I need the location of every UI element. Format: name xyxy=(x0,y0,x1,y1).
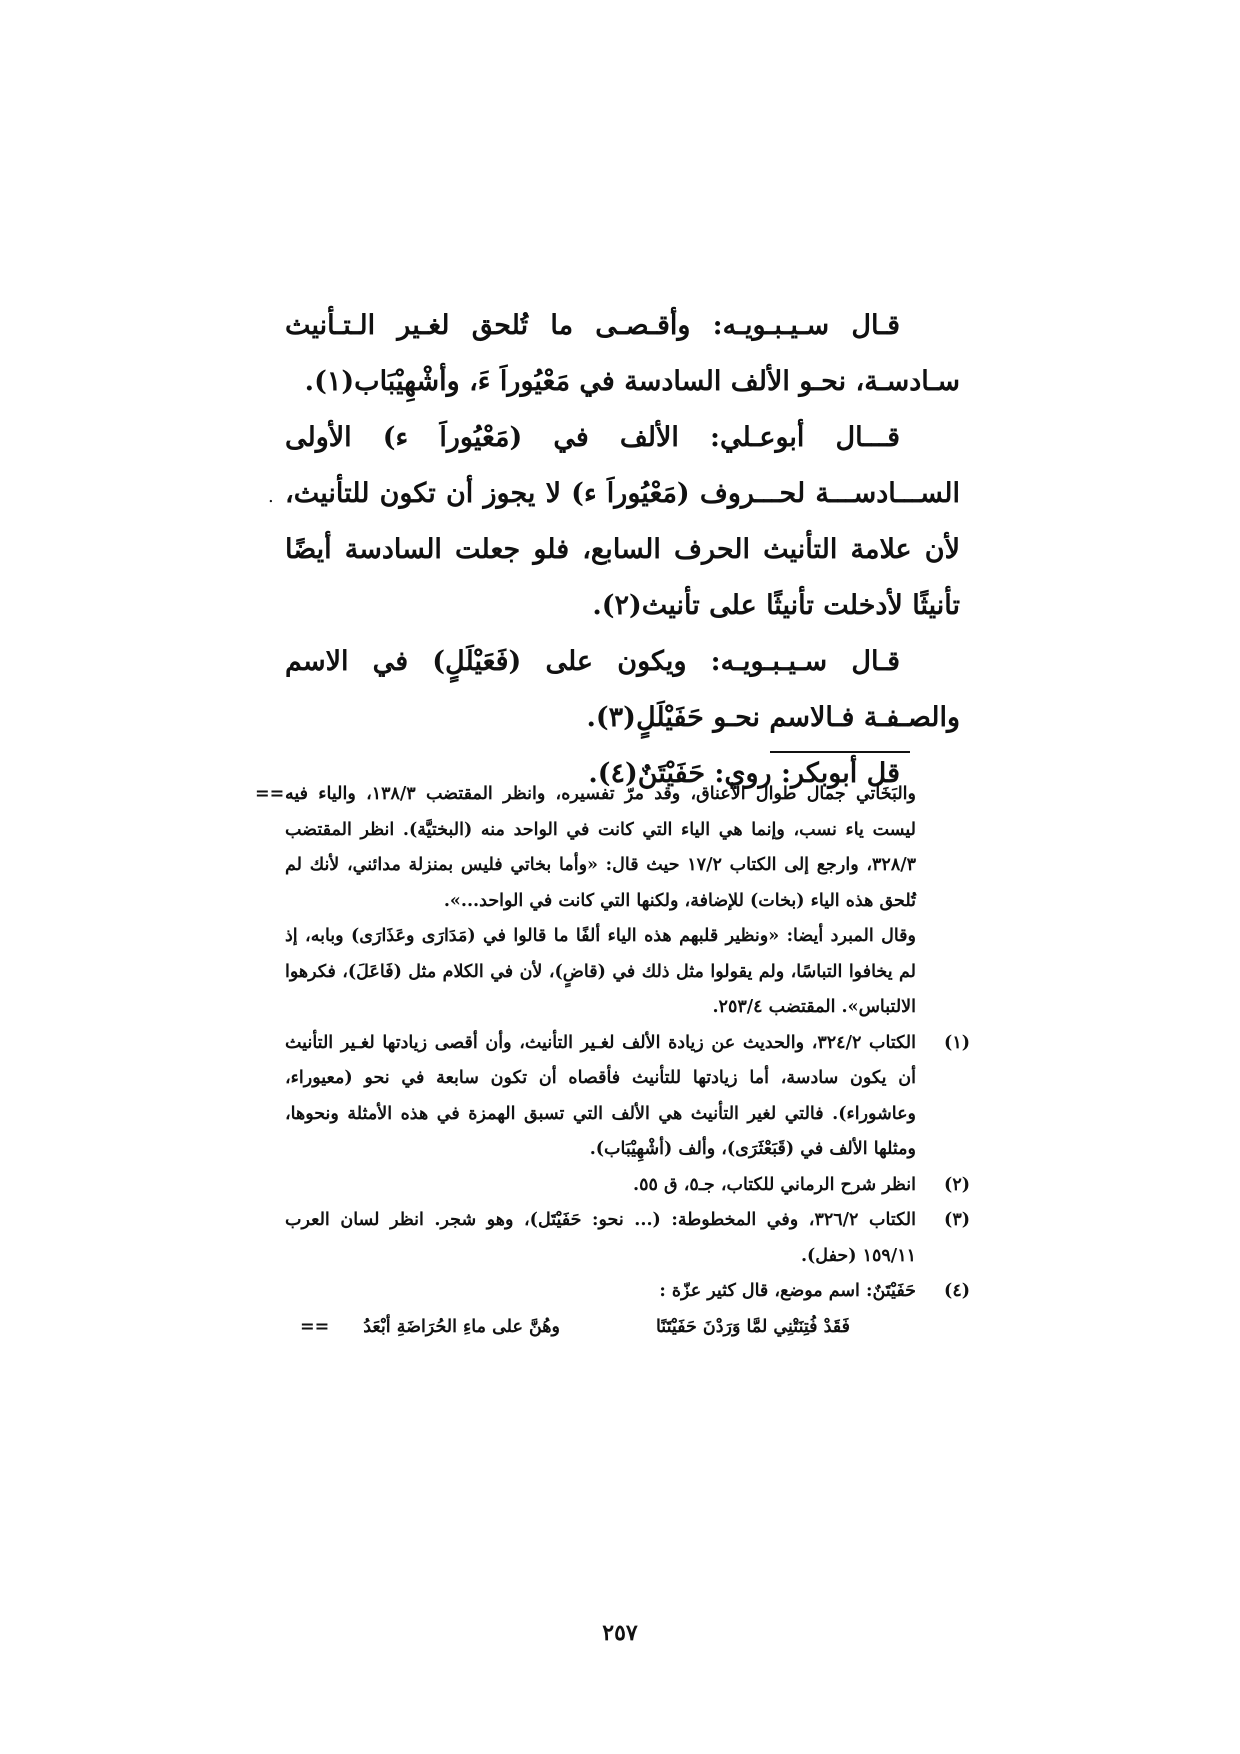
footnotes xyxy=(255,777,970,1345)
verse-hemistich-1: فَقَدْ فُتِنَتْنِي لمَّا وَرَدْنَ حَفَيْتَنًا xyxy=(655,1316,850,1337)
main-text xyxy=(285,298,960,802)
paragraph-abu-ali: قـــال أبوعـلي: الألف في (مَعْيُوراَ ء) الأولى الســـادســـة لحـــروف (مَعْيُوراَ ء) لا يجوز أن تكون للتأنيث، لأن علامة التأنيث الحرف السابع، فلو جعلت السادسة أيضًا تأنيثًا لأدخلت تأنيثًا على تأنيث(٢). xyxy=(285,422,960,621)
footnote-number: (٤) xyxy=(944,1281,970,1301)
footnote-separator xyxy=(770,751,910,753)
footnote-text: حَفَيْتَنٌ: اسم موضع، قال كثير عزّة : xyxy=(659,1281,916,1301)
footnote-number: (٣) xyxy=(944,1210,970,1230)
footnote-3 xyxy=(285,1203,970,1274)
poetry-verse xyxy=(285,1310,970,1346)
footnote-1 xyxy=(285,1026,970,1168)
footnote-text: انظر شرح الرماني للكتاب، جـ٥، ق ٥٥. xyxy=(633,1174,916,1195)
footnote-number: (١) xyxy=(944,1032,970,1053)
footnote-number: (٢) xyxy=(944,1174,970,1195)
paragraph-sibawayh-1: قـال سـيـبـويـه: وأقـصـى ما تُلحق لغـير الـتـأنيث سـادسـة، نحـو الألف السادسة في مَعْيُوراَ ءَ، وأشْهِيْبَاب(١). xyxy=(285,310,960,397)
margin-dot: . xyxy=(268,486,274,507)
paragraph-abu-bakr: قل أبوبكر: روي: حَفَيْتَنٌ(٤). xyxy=(588,758,900,789)
page-number: ٢٥٧ xyxy=(602,1620,638,1646)
footnote-continuation-text-1: والبَخَاتي جمال طوال الأعناق، وقد مرّ تفسيره، وانظر المقتضب ١٣٨/٣، والياء فيه ليست ياء نسب، وإنما هي الياء التي كانت في الواحد منه (البختيَّة). انظر المقتضب ٣٢٨/٣، وارجع إلى الكتاب ١٧/٢ حيث قال: «وأما بخاتي فليس بمنزلة مدائني، لأنك لم تُلحق هذه الياء (بخات) للإضافة، ولكنها التي كانت في الواحد...». xyxy=(285,784,917,911)
footnote-continuation xyxy=(255,777,970,1026)
continuation-mark: == xyxy=(300,1316,330,1337)
continuation-mark: == xyxy=(255,784,285,804)
verse-hemistich-2: وهُنَّ على ماءِ الحُرَاضَةِ أبْعَدُ xyxy=(363,1316,560,1337)
footnote-text: الكتاب ٣٢٤/٢، والحديث عن زيادة الألف لغـير التأنيث، وأن أقصى زيادتها لغـير التأنيث أن يكون سادسة، أما زيادتها للتأنيث فأقصاه أن تكون سابعة في نحو (معيوراء، وعاشوراء). فالتي لغير التأنيث هي الألف التي تسبق الهمزة في هذه الأمثلة ونحوها، ومثلها الألف في (قَبَعْثَرَى)، وألف (أشْهِيْبَاب). xyxy=(285,1032,916,1159)
footnote-continuation-text-2: وقال المبرد أيضا: «ونظير قلبهم هذه الياء ألفًا ما قالوا في (مَدَارَى وعَذَارَى) وبابه، إذ لم يخافوا التباسًا، ولم يقولوا مثل ذلك في (قاضٍ)، لأن في الكلام مثل (فَاعَلَ)، فكرهوا الالتباس». المقتضب ٢٥٣/٤. xyxy=(285,926,916,1017)
footnote-2 xyxy=(285,1168,970,1204)
footnote-text: الكتاب ٣٢٦/٢، وفي المخطوطة: (... نحو: حَفَيْتَل)، وهو شجر. انظر لسان العرب ١٥٩/١١ (حفل). xyxy=(285,1210,916,1266)
footnote-4 xyxy=(285,1274,970,1310)
paragraph-sibawayh-2: قـال سـيـبـويـه: ويكون على (فَعَيْلَلٍ) في الاسم والصـفـة فـالاسم نحـو حَفَيْلَلٍ(٣). xyxy=(285,646,960,733)
